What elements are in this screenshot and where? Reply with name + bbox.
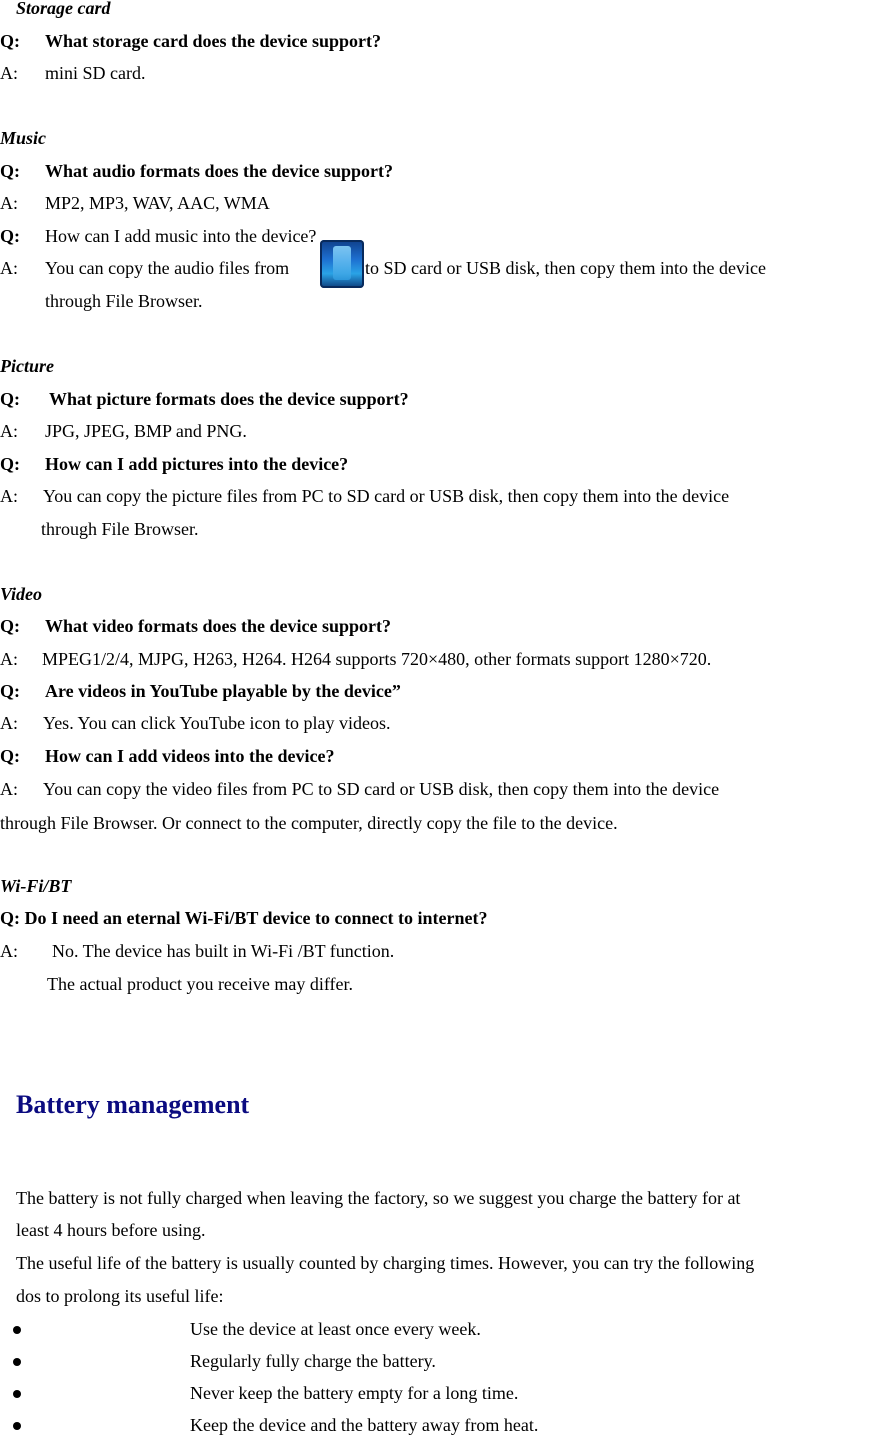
bullet-icon [13,1390,21,1398]
answer-picture-2-line2: through File Browser. [41,519,199,539]
answer-picture-2-line1: You can copy the picture files from PC to SD card or USB disk, then copy them into the device [43,486,730,506]
answer-picture-1: JPG, JPEG, BMP and PNG. [45,421,247,441]
answer-music-2-line2: through File Browser. [45,291,203,311]
q-label: Q: [0,161,20,181]
battery-tip: Use the device at least once every week. [190,1319,481,1339]
a-label: A: [0,941,18,961]
note-product-differ: The actual product you receive may differ. [47,974,354,994]
a-label: A: [0,63,18,83]
a-label: A: [0,713,18,733]
section-heading-picture: Picture [0,356,54,376]
q-label: Q: [0,454,20,474]
q-label: Q: [0,389,20,409]
a-label: A: [0,779,18,799]
answer-music-2-part1: You can copy the audio files from [45,258,290,278]
question-picture-2: How can I add pictures into the device? [45,454,349,474]
bullet-icon [13,1326,21,1334]
section-heading-music: Music [0,128,47,148]
question-music-2: How can I add music into the device? [45,226,317,246]
answer-music-1: MP2, MP3, WAV, AAC, WMA [45,193,270,213]
answer-video-3-line2: through File Browser. Or connect to the computer, directly copy the file to the device. [0,813,618,833]
q-label: Q: [0,31,20,51]
q-label: Q: [0,616,20,636]
question-video-2: Are videos in YouTube playable by the device” [45,681,401,701]
a-label: A: [0,486,18,506]
answer-music-2-part2: to SD card or USB disk, then copy them into the device [365,258,766,278]
question-video-3: How can I add videos into the device? [45,746,335,766]
answer-video-2: Yes. You can click YouTube icon to play videos. [43,713,391,733]
answer-video-3-line1: You can copy the video files from PC to SD card or USB disk, then copy them into the device [43,779,720,799]
battery-paragraph-1-line1: The battery is not fully charged when leaving the factory, so we suggest you charge the battery for at [16,1188,741,1208]
battery-tip: Regularly fully charge the battery. [190,1351,436,1371]
answer-storage-1: mini SD card. [45,63,146,83]
section-heading-video: Video [0,584,43,604]
a-label: A: [0,193,18,213]
battery-paragraph-2-line1: The useful life of the battery is usually counted by charging times. However, you can try the following [16,1253,755,1273]
answer-video-1: MPEG1/2/4, MJPG, H263, H264. H264 supports 720×480, other formats support 1280×720. [42,649,712,669]
battery-heading: Battery management [16,1090,250,1119]
q-label: Q: [0,226,20,246]
q-label: Q: [0,681,20,701]
bullet-icon [13,1422,21,1430]
battery-paragraph-1-line2: least 4 hours before using. [16,1220,206,1240]
q-label: Q: [0,746,20,766]
section-heading-wifi: Wi-Fi/BT [0,876,72,896]
question-picture-1: What picture formats does the device support? [49,389,409,409]
question-storage-1: What storage card does the device support? [45,31,381,51]
a-label: A: [0,258,18,278]
a-label: A: [0,649,18,669]
answer-wifi-1: No. The device has built in Wi-Fi /BT function. [52,941,395,961]
battery-paragraph-2-line2: dos to prolong its useful life: [16,1286,224,1306]
question-video-1: What video formats does the device support? [45,616,391,636]
bullet-icon [13,1358,21,1366]
section-heading-storage: Storage card [16,0,111,18]
question-music-1: What audio formats does the device support? [45,161,394,181]
pc-icon [320,240,364,288]
battery-tip: Never keep the battery empty for a long time. [190,1383,519,1403]
a-label: A: [0,421,18,441]
question-wifi-1: Q: Do I need an eternal Wi-Fi/BT device to connect to internet? [0,908,488,928]
battery-tip: Keep the device and the battery away from heat. [190,1415,539,1435]
